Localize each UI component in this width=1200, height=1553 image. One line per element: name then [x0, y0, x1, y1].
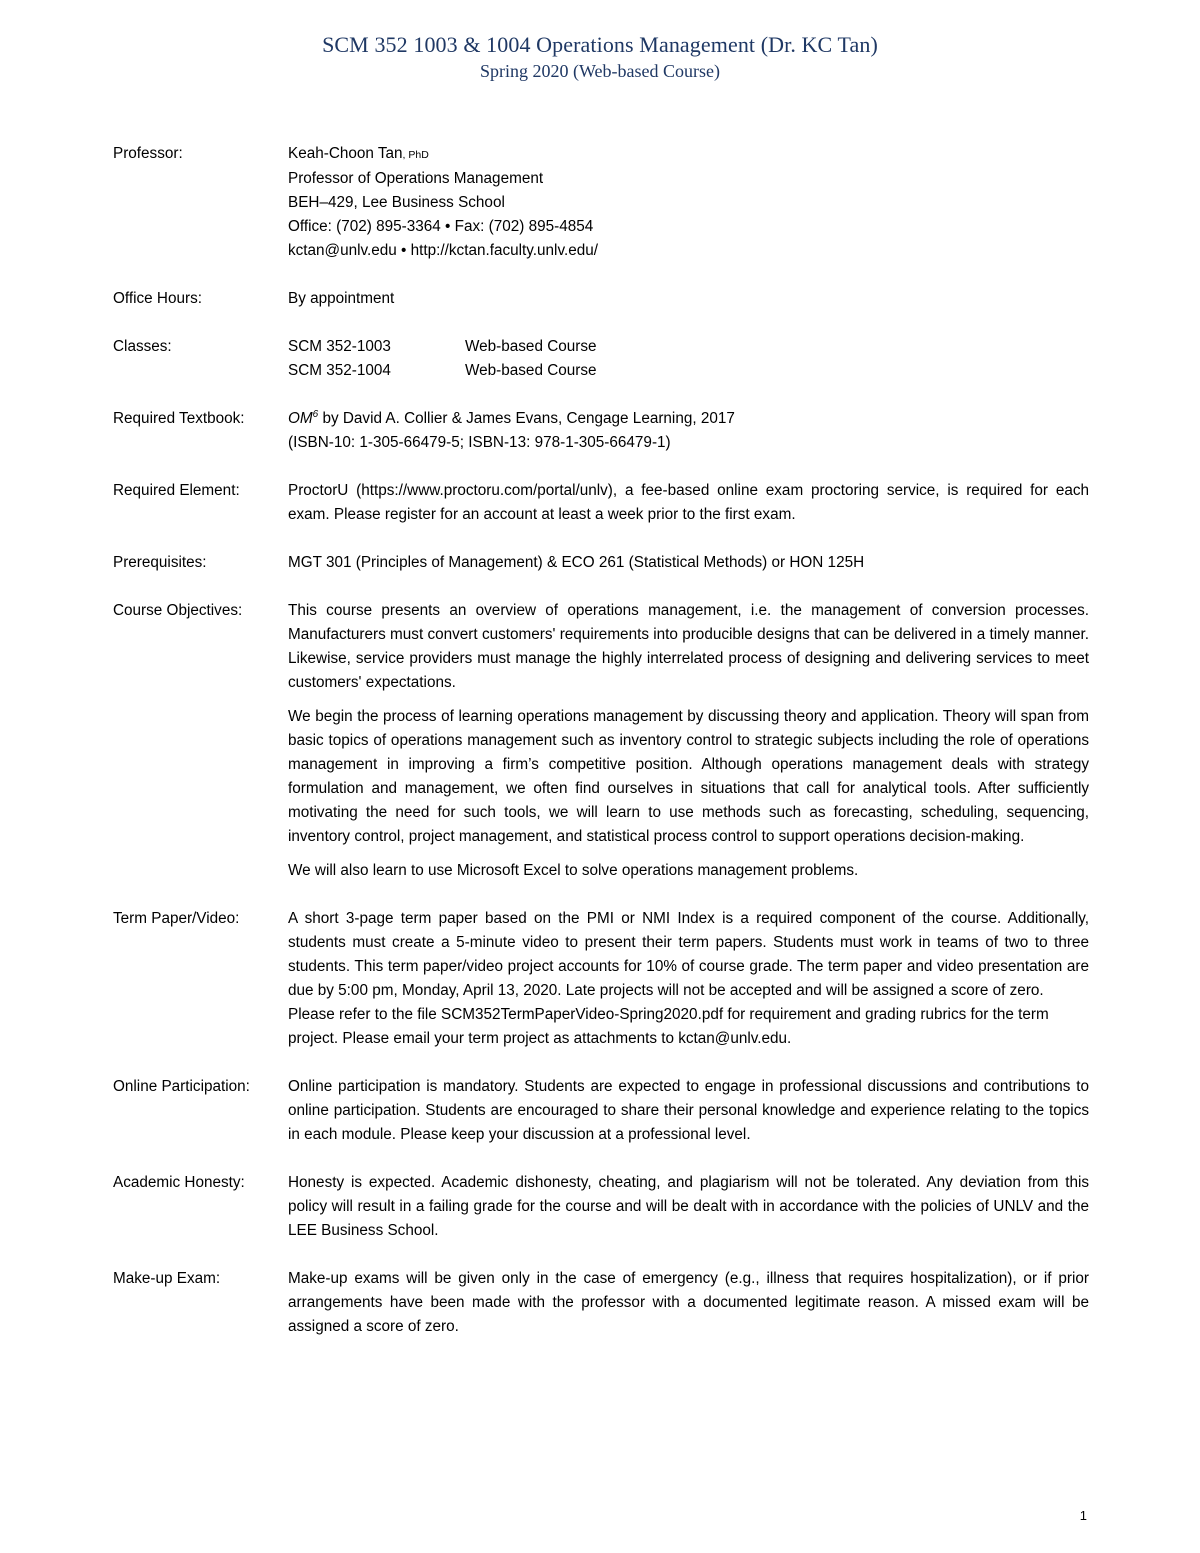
- makeup-exam-label: Make-up Exam:: [113, 1270, 221, 1287]
- professor-label: Professor:: [113, 145, 183, 162]
- term-paper-label: Term Paper/Video:: [113, 910, 240, 927]
- document-title: SCM 352 1003 & 1004 Operations Management (Dr. KC Tan): [322, 32, 878, 57]
- term-paper-section: [113, 907, 1089, 1051]
- term-paper-paragraph: Please refer to the file SCM352TermPaperVideo-Spring2020.pdf for requirement and grading rubrics for the term project. Please email your term project as attachments to kctan@unlv.edu.: [288, 1006, 1049, 1047]
- professor-name: Keah-Choon Tan: [288, 145, 403, 162]
- classes-list: [288, 335, 1089, 383]
- course-objectives-body: [288, 599, 1089, 883]
- classes-label: Classes:: [113, 338, 172, 355]
- online-participation-label: Online Participation:: [113, 1078, 250, 1095]
- term-paper-body: [288, 907, 1089, 1051]
- professor-position: Professor of Operations Management: [288, 170, 544, 187]
- course-objectives-label: Course Objectives:: [113, 602, 243, 619]
- professor-phone-fax: Office: (702) 895-3364 • Fax: (702) 895-4854: [288, 218, 594, 235]
- class-type: Web-based Course: [465, 362, 597, 379]
- office-hours-label: Office Hours:: [113, 290, 202, 307]
- classes-section: [113, 335, 1089, 383]
- required-element-label: Required Element:: [113, 482, 240, 499]
- textbook-title: OM: [288, 410, 313, 427]
- textbook-section: [113, 407, 1089, 455]
- course-objectives-paragraph: We begin the process of learning operations management by discussing theory and application. Theory will span from basic topics of operations management such as inventory control to strategic subjects including the role of operations management in improving a firm’s competitive position. Although operations management deals with strategy formulation and management, we often find ourselves in situations that call for analytical tools. After sufficiently motivating the need for such tools, we will learn to use methods such as forecasting, scheduling, sequencing, inventory control, project management, and statistical process control to support operations decision-making.: [288, 708, 1089, 845]
- page-number: 1: [1079, 1508, 1087, 1523]
- professor-info: [288, 142, 1089, 263]
- academic-honesty-label: Academic Honesty:: [113, 1174, 245, 1191]
- textbook-authors: by David A. Collier & James Evans, Cengage Learning, 2017: [318, 410, 735, 427]
- course-objectives-paragraph: This course presents an overview of operations management, i.e. the management of conversion processes. Manufacturers must convert customers' requirements into producible designs that can be delivered in a timely manner. Likewise, service providers must manage the highly interrelated process of designing and delivering services to meet customers' expectations.: [288, 602, 1089, 691]
- class-item: [288, 359, 1089, 383]
- prerequisites-section: [113, 551, 1089, 575]
- document-header: [0, 31, 1200, 83]
- textbook-edition: 6: [312, 408, 319, 420]
- academic-honesty-section: [113, 1171, 1089, 1243]
- online-participation-text: Online participation is mandatory. Students are expected to engage in professional discussions and contributions to online participation. Students are encouraged to share their personal knowledge and experience relating to the topics in each module. Please keep your discussion at a professional level.: [288, 1078, 1089, 1143]
- professor-office-location: BEH–429, Lee Business School: [288, 194, 505, 211]
- textbook-isbn: (ISBN-10: 1-305-66479-5; ISBN-13: 978-1-305-66479-1): [288, 434, 671, 451]
- class-code: SCM 352-1003: [288, 338, 391, 355]
- textbook-info: [288, 407, 1089, 455]
- professor-degree: , PhD: [402, 149, 429, 161]
- required-element-section: [113, 479, 1089, 527]
- course-objectives-section: [113, 599, 1089, 883]
- class-code: SCM 352-1004: [288, 362, 391, 379]
- document-subtitle: Spring 2020 (Web-based Course): [479, 61, 720, 81]
- online-participation-section: [113, 1075, 1089, 1147]
- makeup-exam-text: Make-up exams will be given only in the case of emergency (e.g., illness that requires hospitalization), or if prior arrangements have been made with the professor with a documented legitimate reason. A missed exam will be assigned a score of zero.: [288, 1270, 1089, 1335]
- textbook-label: Required Textbook:: [113, 410, 245, 427]
- class-item: [288, 335, 1089, 359]
- prerequisites-label: Prerequisites:: [113, 554, 207, 571]
- term-paper-paragraph: A short 3-page term paper based on the PMI or NMI Index is a required component of the course. Additionally, students must create a 5-minute video to present their term papers. Students must work in teams of two to three students. This term paper/video project accounts for 10% of course grade. The term paper and video presentation are due by 5:00 pm, Monday, April 13, 2020. Late projects will not be accepted and will be assigned a score of zero.: [288, 910, 1089, 999]
- required-element-text: ProctorU (https://www.proctoru.com/portal/unlv), a fee-based online exam proctoring service, is required for each exam. Please register for an account at least a week prior to the first exam.: [288, 482, 1089, 523]
- professor-email-web: kctan@unlv.edu • http://kctan.faculty.unlv.edu/: [288, 242, 598, 259]
- academic-honesty-text: Honesty is expected. Academic dishonesty, cheating, and plagiarism will not be tolerated. Any deviation from this policy will result in a failing grade for the course and will be dealt with in accordance with the policies of UNLV and the LEE Business School.: [288, 1174, 1089, 1239]
- professor-section: [113, 142, 1089, 263]
- syllabus-content: [113, 142, 1089, 1363]
- class-type: Web-based Course: [465, 338, 597, 355]
- course-objectives-paragraph: We will also learn to use Microsoft Excel to solve operations management problems.: [288, 862, 859, 879]
- prerequisites-text: MGT 301 (Principles of Management) & ECO 261 (Statistical Methods) or HON 125H: [288, 554, 865, 571]
- makeup-exam-section: [113, 1267, 1089, 1339]
- office-hours-value: By appointment: [288, 290, 395, 307]
- office-hours-section: [113, 287, 1089, 311]
